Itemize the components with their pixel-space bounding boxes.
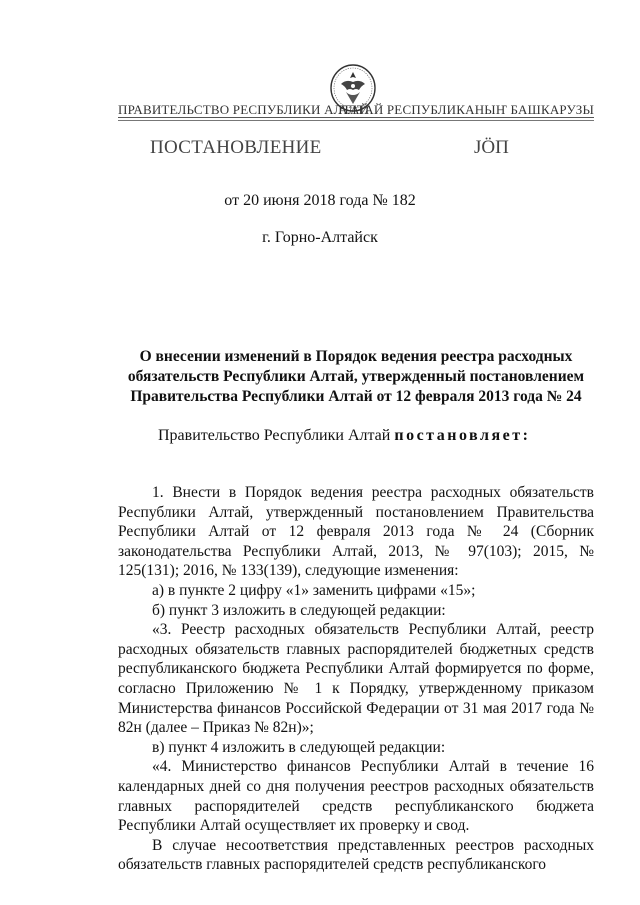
preamble-subject: Правительство Республики Алтай bbox=[158, 427, 395, 444]
letterhead-rule-secondary bbox=[118, 120, 594, 121]
doc-type-altai: JӦП bbox=[474, 137, 509, 158]
document-title: О внесении изменений в Порядок ведения реестра расходных обязательств Республики Алтай, утвержденный постановлением Правительства Республики Алтай от 12 февраля 2013 года № 24 bbox=[127, 348, 585, 405]
paragraph: 1. Внести в Порядок ведения реестра расходных обязательств Республики Алтай, утвержденный постановлением Правительства Республики Алтай от 12 февраля 2013 года № 24 (Сборник законодательства Республики Алтай, 2013, № 97(103); 2015, № 125(131); 2016, № 133(139), следующие изменения: bbox=[118, 484, 594, 580]
paragraph: б) пункт 3 изложить в следующей редакции: bbox=[152, 601, 446, 619]
letterhead-rule bbox=[118, 117, 594, 118]
government-name-russian: ПРАВИТЕЛЬСТВО РЕСПУБЛИКИ АЛТАЙ bbox=[118, 102, 370, 117]
government-name-altai: АЛТАЙ РЕСПУБЛИКАНЫҤ БАШКАРУЗЫ bbox=[338, 102, 594, 117]
paragraph: в) пункт 4 изложить в следующей редакции: bbox=[152, 738, 446, 756]
document-city: г. Горно-Алтайск bbox=[262, 229, 378, 246]
paragraph: «4. Министерство финансов Республики Алтай в течение 16 календарных дней со дня получения реестров расходных обязательств главных распорядителей средств республиканского бюджета Республики Алтай осуществляет их проверку и свод. bbox=[118, 758, 594, 835]
paragraph: а) в пункте 2 цифру «1» заменить цифрами «15»; bbox=[152, 581, 476, 599]
document-date-number: от 20 июня 2018 года № 182 bbox=[224, 192, 416, 209]
document-body bbox=[118, 483, 594, 875]
letterhead bbox=[118, 100, 594, 124]
preamble bbox=[158, 427, 530, 445]
paragraph: «3. Реестр расходных обязательств Республики Алтай, реестр расходных обязательств главных распорядителей бюджетных средств республиканского бюджета Республики Алтай формируется по форме, согласно Приложению № 1 к Порядку, утвержденному приказом Министерства финансов Российской Федерации от 31 мая 2017 года № 82н (далее – Приказ № 82н)»; bbox=[118, 621, 594, 737]
paragraph: В случае несоответствия представленных реестров расходных обязательств главных распорядителей средств республиканского bbox=[118, 836, 594, 874]
preamble-verb: постановляет: bbox=[394, 427, 531, 444]
doc-type-russian: ПОСТАНОВЛЕНИЕ bbox=[150, 137, 322, 158]
